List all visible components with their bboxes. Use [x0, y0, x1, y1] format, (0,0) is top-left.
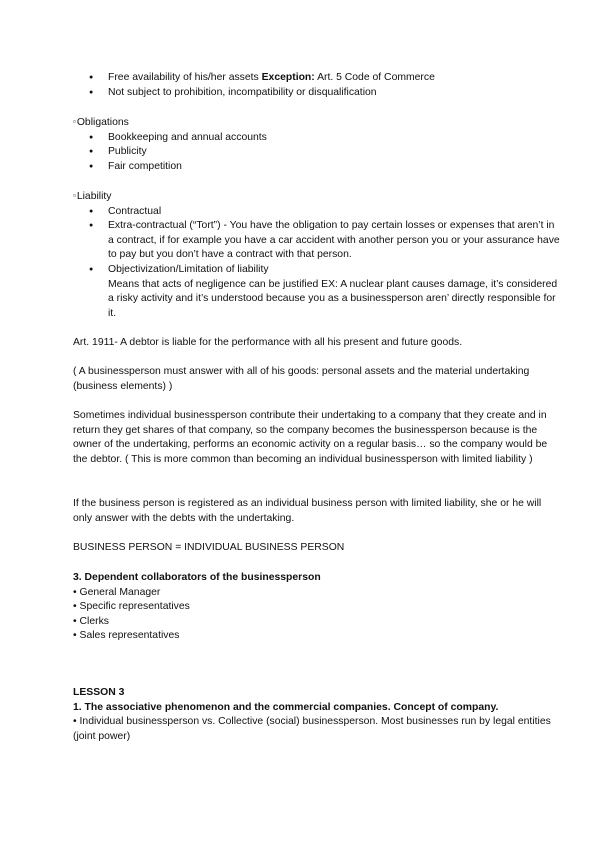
equation-paragraph: BUSINESS PERSON = INDIVIDUAL BUSINESS PERSON: [73, 542, 345, 553]
list-item: ● Extra-contractual (“Tort”) - You have the obligation to pay certain losses or expenses that aren’t in a contract, if for example you have a car accident with another person you or your assurance have to pay but you don’t have a contract with that person.: [73, 219, 560, 263]
liability-heading: [73, 189, 560, 205]
list-item: [73, 71, 560, 86]
list-item: [73, 86, 560, 101]
lesson-label: LESSON 3: [73, 687, 125, 698]
list-item-text: Art. 5 Code of Commerce: [314, 72, 435, 83]
liability-section: [73, 189, 560, 321]
section-3-heading: 3. Dependent collaborators of the businessperson: [73, 572, 321, 583]
list-item: • Specific representatives: [73, 601, 190, 613]
lesson-text: • Individual businessperson vs. Collective (social) businessperson. Most businesses run by legal entities (joint power): [73, 716, 551, 742]
liability-note: Means that acts of negligence can be justified EX: A nuclear plant causes damage, it’s considered a risky activity and it’s understood because you as a businessperson aren’ directly responsible for it.: [108, 278, 558, 319]
heading-text: Obligations: [76, 117, 129, 128]
sometimes-paragraph: Sometimes individual businessperson contribute their undertaking to a company that they create and in return they get shares of that company, so the company becomes the businessperson because is the owner of the undertaking, performs an economic activity on a regular basis… so the company would be the debtor. ( This is more common than becoming an individual businessperson with limited liability ): [73, 410, 548, 465]
obligations-list: [73, 131, 560, 175]
registered-paragraph: If the business person is registered as an individual business person with limited liability, she or he will only answer with the debts with the undertaking.: [73, 498, 542, 524]
list-item-text: Not subject to prohibition, incompatibility or disqualification: [108, 86, 377, 98]
list-item-text: Free availability of his/her assets: [108, 72, 262, 83]
list-item: • Clerks: [73, 615, 109, 627]
list-item: • General Manager: [73, 586, 161, 598]
list-item: ● Contractual: [73, 205, 560, 220]
list-item: • Sales representatives: [73, 630, 180, 642]
list-item: ● Publicity: [73, 145, 560, 160]
top-bullet-list: [73, 71, 560, 100]
obligations-section: [73, 115, 560, 174]
square-bullet-icon: ▫: [73, 191, 76, 200]
square-bullet-icon: ▫: [73, 117, 76, 126]
list-item: ● Bookkeeping and annual accounts: [73, 131, 560, 146]
section-3: [73, 571, 560, 644]
liability-list: [73, 205, 560, 278]
obligations-heading: [73, 115, 560, 131]
exception-label: Exception:: [261, 72, 315, 83]
art-1911-paragraph: Art. 1911- A debtor is liable for the performance with all his present and future goods.: [73, 337, 463, 348]
goods-paragraph: ( A businessperson must answer with all of his goods: personal assets and the material undertaking (business elements) ): [73, 366, 530, 392]
list-item: ● Fair competition: [73, 160, 560, 175]
lesson-heading: 1. The associative phenomenon and the commercial companies. Concept of company.: [73, 701, 499, 713]
heading-text: Liability: [76, 191, 112, 202]
lesson-3-section: [73, 686, 560, 744]
list-item: ● Objectivization/Limitation of liability: [73, 263, 560, 278]
